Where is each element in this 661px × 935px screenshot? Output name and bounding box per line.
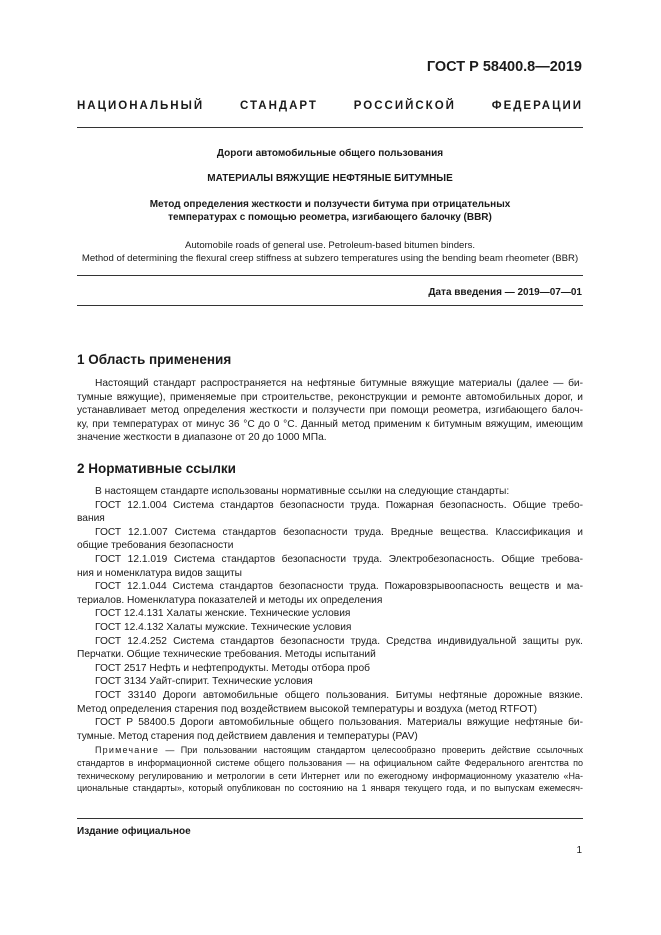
section-2-line: ГОСТ 33140 Дороги автомобильные общего пользования. Битумы нефтяные дорожные вязкие. (95, 689, 583, 701)
english-title-line-1: Automobile roads of general use. Petroleum-based bitumen binders. (184, 240, 476, 251)
header-divider (77, 127, 583, 128)
section-1-heading: 1 Область применения (77, 352, 232, 367)
section-2-line: ГОСТ 12.1.044 Система стандартов безопасности труда. Пожаровзрывоопасность веществ и ма- (95, 581, 583, 593)
national-standard-banner: НАЦИОНАЛЬНЫЙ СТАНДАРТ РОССИЙСКОЙ ФЕДЕРАЦИИ (77, 100, 583, 112)
section-2-line: териалов. Номенклатура показателей и методы их определения (77, 594, 383, 606)
section-1-line: значение жесткости в диапазоне от 20 до 1000 МПа. (77, 432, 327, 444)
english-title (77, 239, 583, 265)
section-2-line: вания (77, 513, 105, 525)
introduction-date: Дата введения — 2019—07—01 (428, 287, 582, 298)
section-2-line: ГОСТ 12.1.007 Система стандартов безопасности труда. Вредные вещества. Классификация и (95, 526, 583, 538)
section-1-line: тумные вяжущие), применяемые при строительстве, реконструкции и ремонте автомобильных дорог, и (77, 391, 583, 403)
section-2-line: Перчатки. Общие технические требования. Методы испытаний (77, 649, 376, 661)
edition-label: Издание официальное (77, 826, 191, 837)
subject-title: Дороги автомобильные общего пользования (216, 148, 444, 159)
section-2-line: ГОСТ 12.1.019 Система стандартов безопасности труда. Электробезопасность. Общие требова- (95, 553, 583, 565)
method-title-line-1: Метод определения жесткости и ползучести битума при отрицательных (149, 199, 511, 210)
note-line: техническому регулированию и метрологии в сети Интернет или по ежегодному информационному указателю «На- (77, 770, 583, 781)
section-2-line: ГОСТ 12.4.131 Халаты женские. Технические условия (95, 608, 351, 620)
section-1-line: ку, при температурах от минус 36 °C до 0 °C. Данный метод применим к битумным вяжущим, имеющим (77, 418, 583, 430)
title-divider (77, 275, 583, 276)
section-2-line: ГОСТ 3134 Уайт-спирит. Технические условия (95, 676, 313, 688)
note-label: Примечание (95, 745, 160, 755)
note-line-1-text: — При пользовании настоящим стандартом целесообразно проверить действие ссылочных (159, 745, 583, 755)
note-line: циональные стандарты», который опубликован по состоянию на 1 января текущего года, и по выпускам ежемесяч- (77, 783, 583, 794)
note-line-1 (77, 744, 583, 757)
section-2-heading: 2 Нормативные ссылки (77, 461, 236, 476)
note-block (77, 744, 583, 795)
section-1-line: устанавливает метод определения жесткости и ползучести при помощи реометра, изгибающего балоч- (77, 405, 583, 417)
english-title-line-2: Method of determining the flexural creep stiffness at subzero temperatures using the bending beam rheometer (BBR) (81, 253, 579, 264)
document-number: ГОСТ Р 58400.8—2019 (426, 59, 582, 75)
section-2-line: В настоящем стандарте использованы нормативные ссылки на следующие стандарты: (95, 486, 510, 497)
section-2-line: ГОСТ 2517 Нефть и нефтепродукты. Методы отбора проб (95, 662, 370, 674)
materials-title: МАТЕРИАЛЫ ВЯЖУЩИЕ НЕФТЯНЫЕ БИТУМНЫЕ (207, 173, 453, 184)
section-2-line: тумные. Метод старения под действием давления и температуры (PAV) (77, 730, 418, 742)
note-line: стандартов в информационной системе общего пользования — на официальном сайте Федерального агентства по (77, 757, 583, 768)
date-divider (77, 305, 583, 306)
section-2-line: ГОСТ Р 58400.5 Дороги автомобильные общего пользования. Материалы вяжущие нефтяные би- (95, 717, 583, 729)
method-title-line-2: температурах с помощью реометра, изгибающего балочку (BBR) (168, 212, 492, 223)
section-2-line: Метод определения старения под воздействием высокой температуры и воздуха (метод RTFOT) (77, 703, 537, 715)
page-number: 1 (576, 845, 582, 856)
method-title (77, 198, 583, 224)
section-1-body (77, 377, 583, 445)
footer-divider (77, 818, 583, 819)
section-1-line: Настоящий стандарт распространяется на нефтяные битумные вяжущие материалы (далее — би- (95, 378, 583, 389)
section-2-line: общие требования безопасности (77, 540, 234, 552)
section-2-line: ГОСТ 12.4.132 Халаты мужские. Технические условия (95, 621, 352, 633)
section-2-body (77, 485, 583, 743)
section-2-line: ГОСТ 12.4.252 Система стандартов безопасности труда. Средства индивидуальной защиты рук. (95, 635, 583, 647)
section-2-line: ния и номенклатура видов защиты (77, 567, 243, 579)
section-2-line: ГОСТ 12.1.004 Система стандартов безопасности труда. Пожарная безопасность. Общие требо- (95, 499, 583, 511)
